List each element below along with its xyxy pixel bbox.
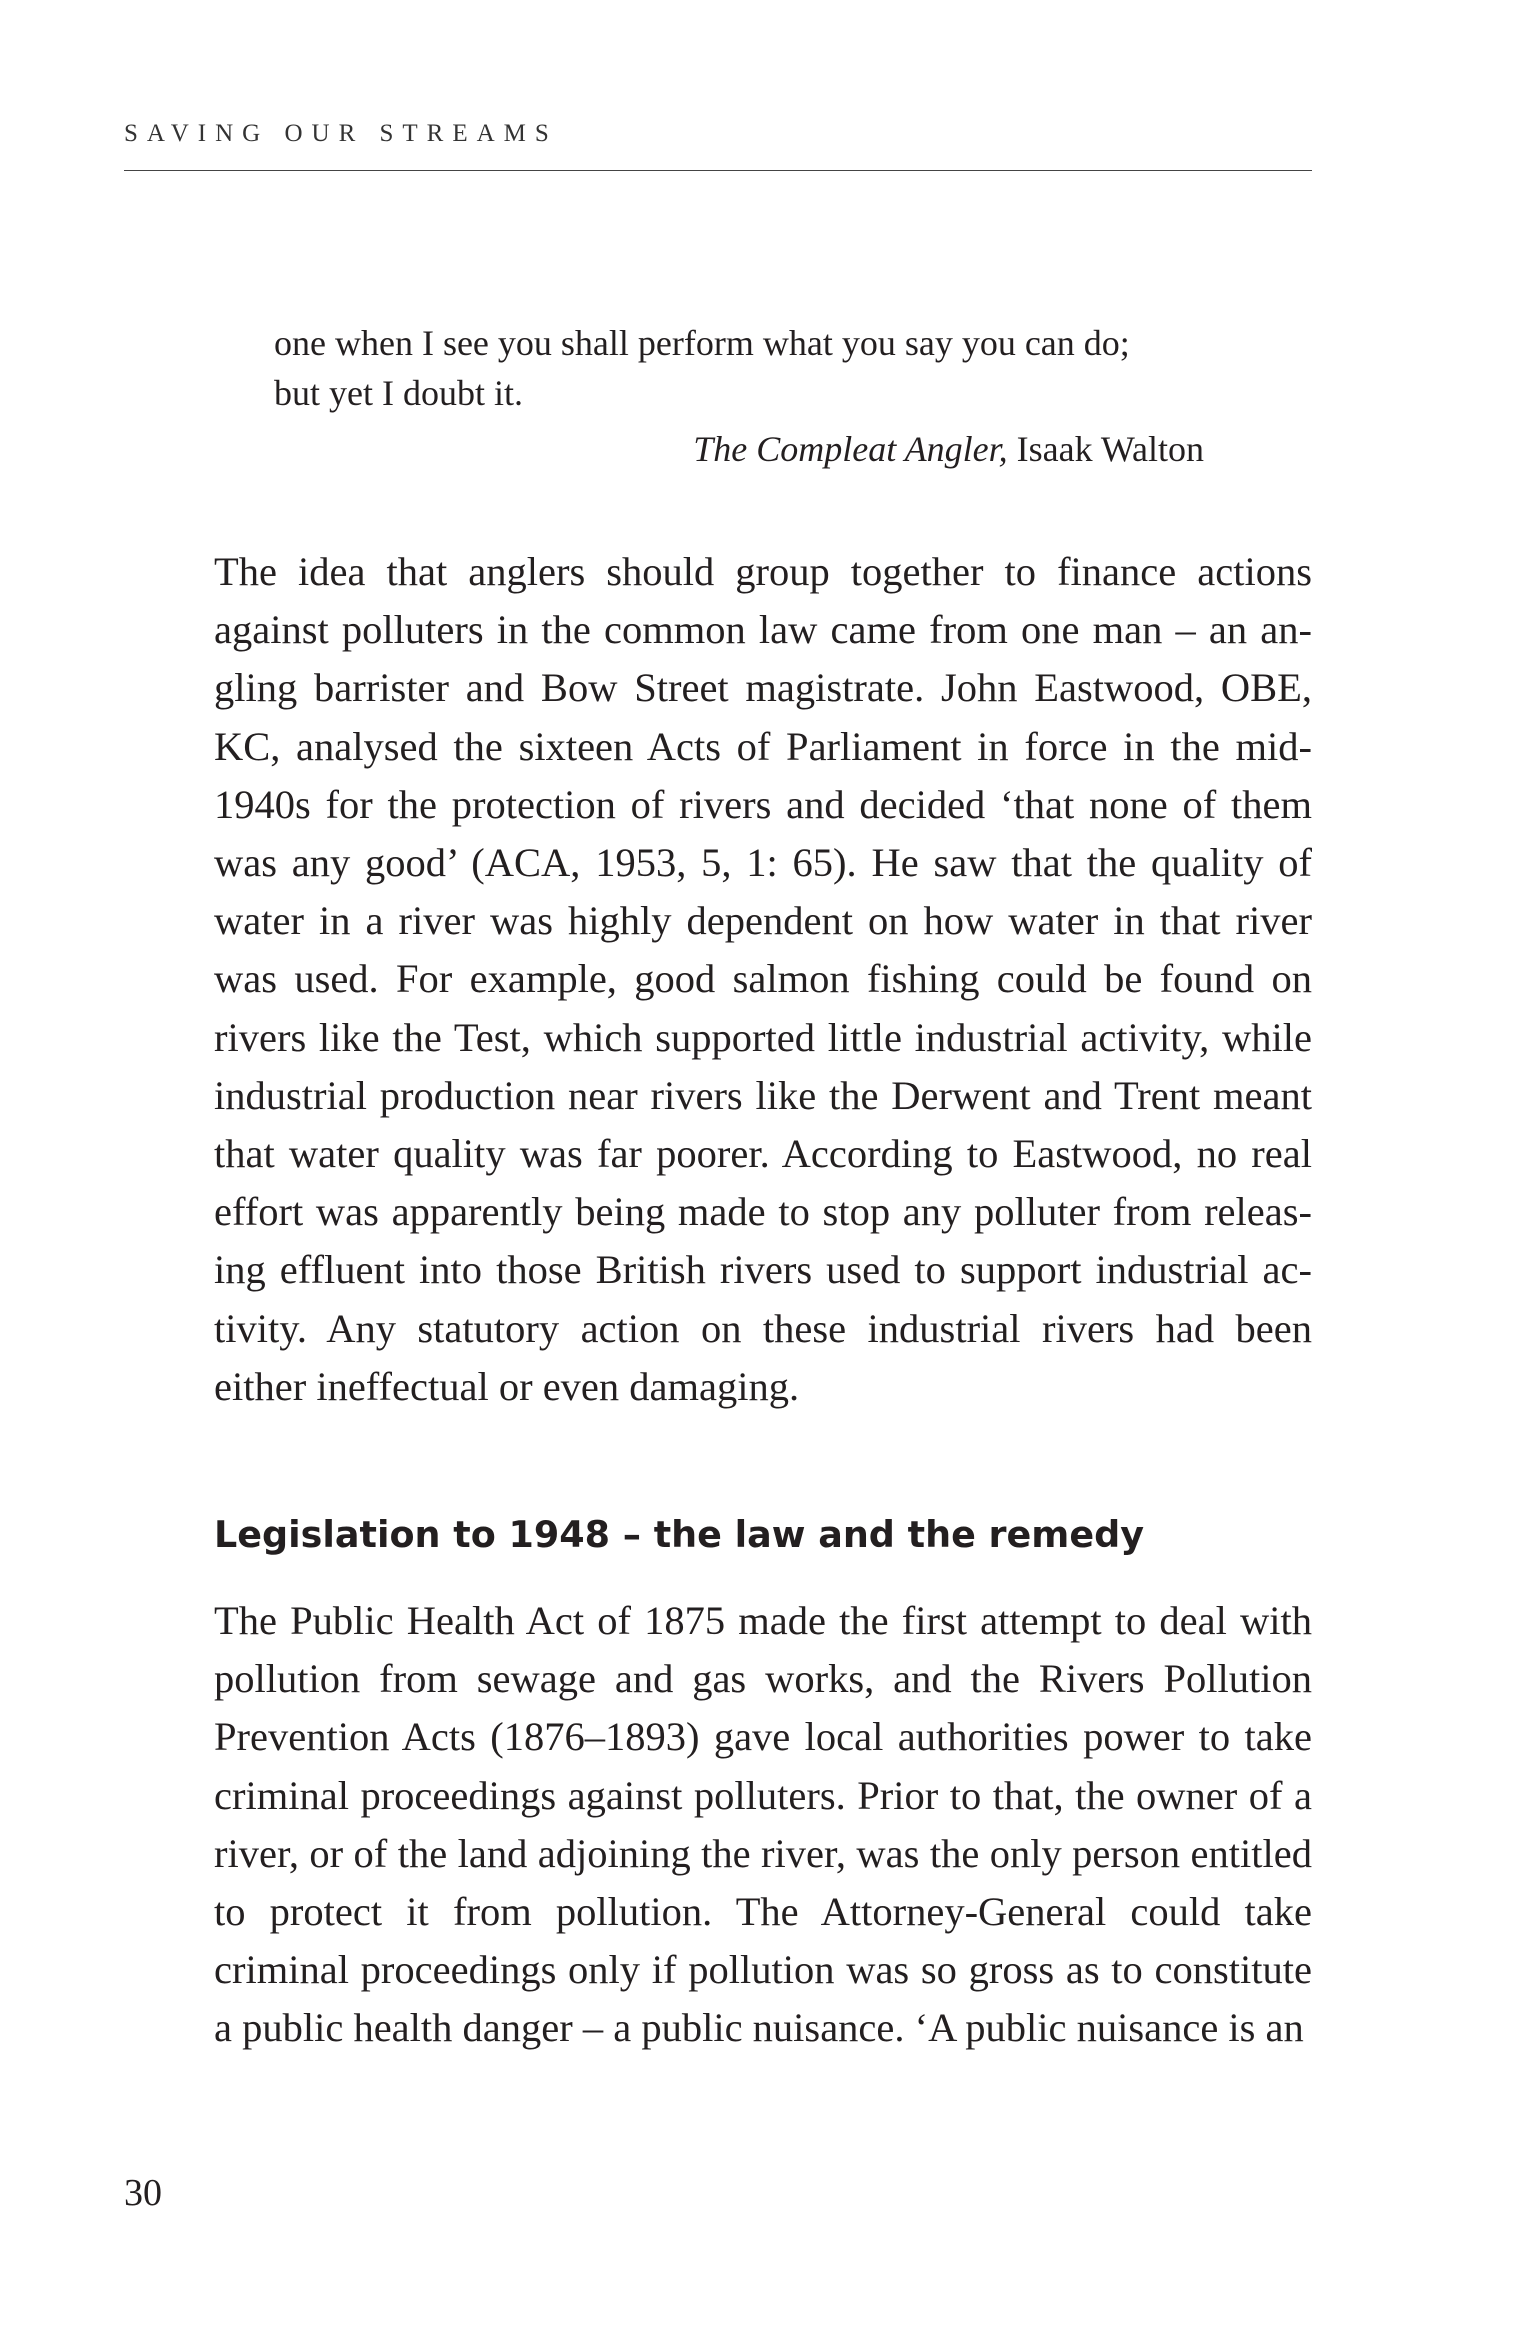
epigraph-line-2: but yet I doubt it. xyxy=(274,373,523,413)
running-head: SAVING OUR STREAMS xyxy=(124,120,558,147)
body-paragraph-1: The idea that anglers should group together to finance actions against polluters in the common law came from one man – an angling barrister and Bow Street magistrate. John Eastwood, OBE, KC, analysed the sixteen Acts of Parliament in force in the mid-1940s for the protection of rivers and decided ‘that none of them was any good’ (ACA, 1953, 5, 1: 65). He saw that the quality of water in a river was highly dependent on how water in that river was used. For example, good salmon fishing could be found on rivers like the Test, which supported little industrial activity, while industrial production near rivers like the Derwent and Trent meant that water quality was far poorer. According to Eastwood, no real effort was apparently being made to stop any polluter from releasing effluent into those British rivers used to support industrial activity. Any statutory action on these industrial rivers had been either ineffectual or even damaging. xyxy=(214,549,1312,1409)
body-paragraph-2: The Public Health Act of 1875 made the first attempt to deal with pollution from sewage and gas works, and the Rivers Pollution Prevention Acts (1876–1893) gave local authorities power to take criminal proceedings against polluters. Prior to that, the owner of a river, or of the land adjoining the river, was the only person entitled to protect it from pollution. The Attorney-General could take criminal proceedings only if pollution was so gross as to constitute a public health danger – a public nuisance. ‘A public nuisance is an xyxy=(214,1598,1312,2051)
section-heading: Legislation to 1948 – the law and the remedy xyxy=(214,1513,1145,1556)
header-rule xyxy=(124,170,1312,171)
epigraph xyxy=(274,318,1204,474)
epigraph-source-author: Isaak Walton xyxy=(1007,429,1204,469)
epigraph-line-1: one when I see you shall perform what you say you can do; xyxy=(274,323,1130,363)
page-number: 30 xyxy=(124,2172,162,2214)
epigraph-attribution xyxy=(274,424,1204,474)
epigraph-source-title: The Compleat Angler, xyxy=(693,429,1008,469)
